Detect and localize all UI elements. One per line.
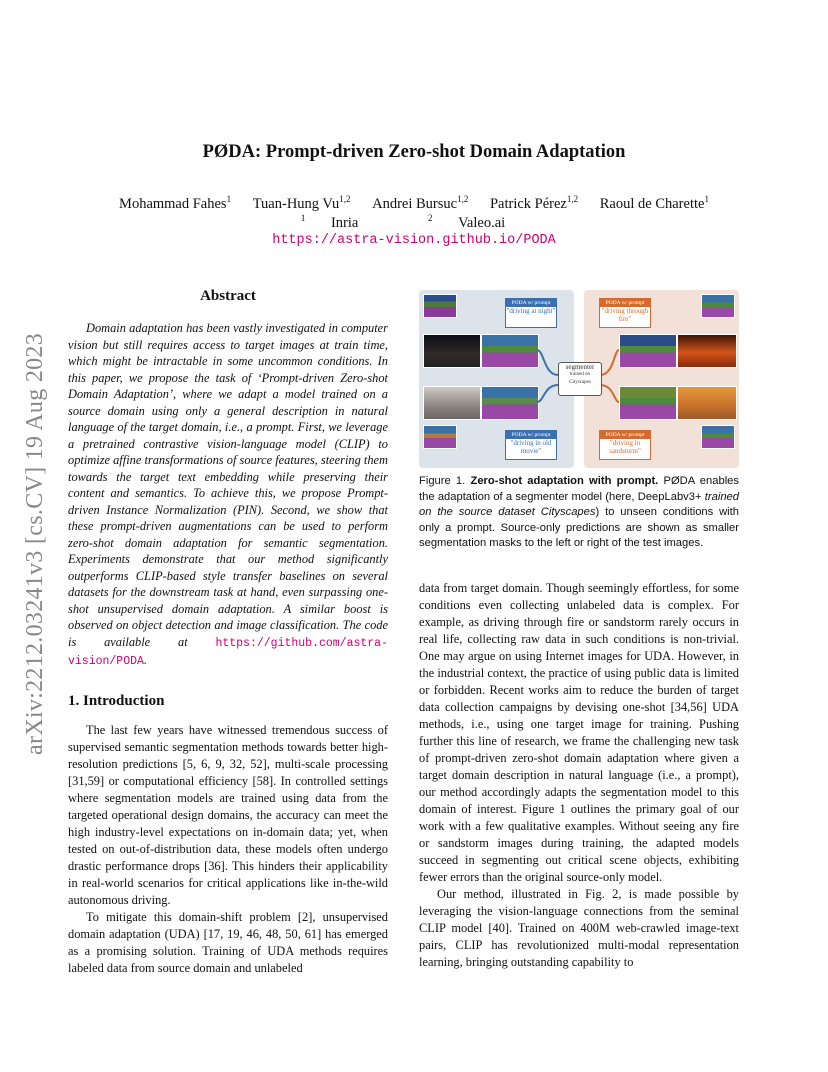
segmenter-box: segmenter trained on Cityscapes <box>558 362 602 396</box>
author: Patrick Pérez$^{1,2}$ <box>489 194 579 212</box>
paper-title: PØDA: Prompt-driven Zero-shot Domain Adaptation <box>202 142 626 162</box>
figure-caption: Figure 1. Zero-shot adaptation with prompt. PØDA enables the adaptation of a segmenter model (here, DeepLabv3+ trained on the source dataset Cityscapes) to unseen conditions with only a prompt. Source-only predictions are shown as smaller segmentation masks to the left or right of the test images. <box>419 475 740 549</box>
abstract-heading: Abstract <box>200 288 256 304</box>
intro-paragraph: To mitigate this domain-shift problem [2], unsupervised domain adaptation (UDA) [17, 19, 46, 48, 50, 61] has emerged as a promising solution. Training of UDA methods requires labeled data from source domain and unlabeled <box>68 910 388 975</box>
prompt-tag-sandstorm: PODA w/ prompt "driving in sandstorm" <box>599 430 651 460</box>
author: Tuan-Hung Vu$^{1,2}$ <box>252 194 351 212</box>
project-url-link[interactable]: https://astra-vision.github.io/PODA <box>272 233 556 248</box>
figure-1 <box>419 290 739 468</box>
intro-left-column <box>68 722 388 977</box>
intro-paragraph: data from target domain. Though seemingly effortless, for some conditions even collecting unlabeled data is complex. For example, as driving through fire or sandstorm rarely occurs in real life, collecting raw data in such conditions is non-trivial. One may argue on using Internet images for UDA. However, in the industrial context, the practice of using public data is limited or forbidden. Recent works aim to reduce the burden of target data collection campaigns by devising one-shot [34,56] UDA methods, i.e., using one target image for training. Pushing further this line of research, we frame the challenging new task of prompt-driven zero-shot domain adaptation where given a target domain description in natural language (i.e., a prompt), our method accordingly adapts the segmentation model to this domain of interest. Figure 1 outlines the primary goal of our work with a few qualitative examples. Without seeing any fire or sandstorm images during training, the adapted models succeed in segmenting out critical scene objects, exhibiting fewer errors than the original source-only model. <box>419 581 739 884</box>
prompt-tag-old-movie: PODA w/ prompt "driving in old movie" <box>505 430 557 460</box>
author-list <box>0 194 828 213</box>
prompt-tag-night: PODA w/ prompt "driving at night" <box>505 298 557 328</box>
affiliation: $^1$ Inria <box>300 213 359 231</box>
arxiv-stamp: arXiv:2212.03241v3 [cs.CV] 19 Aug 2023 <box>22 332 48 755</box>
code-url-link[interactable]: https://github.com/astra-vision/PODA <box>68 636 388 668</box>
author: Andrei Bursuc$^{1,2}$ <box>372 194 469 212</box>
section-heading-introduction: 1. Introduction <box>68 693 165 709</box>
prompt-tag-fire: PODA w/ prompt "driving through fire" <box>599 298 651 328</box>
author: Mohammad Fahes$^1$ <box>119 194 232 212</box>
abstract-body: Domain adaptation has been vastly investigated in computer vision but still requires access to target images at train time, which might be intractable in some uncommon conditions. In this paper, we propose the task of ‘Prompt-driven Zero-shot Domain Adaptation’, where we adapt a model trained on a source domain using only a general description in natural language of the target domain, i.e., a prompt. First, we leverage a pretrained contrastive vision-language model (CLIP) to optimize affine transformations of source features, steering them towards the target text embedding while preserving their content and semantics. To achieve this, we propose Prompt-driven Instance Normalization (PIN). Second, we show that these prompt-driven augmentations can be used to perform zero-shot domain adaptation for semantic segmentation. Experiments demonstrate that our method significantly outperforms CLIP-based style transfer baselines on several datasets for the downstream task at hand, even surpassing one-shot unsupervised domain adaptation. A similar boost is observed on object detection and image classification. The code is available at https://github.com/astra-vision/PODA. <box>68 321 388 668</box>
intro-paragraph: The last few years have witnessed tremendous success of supervised semantic segmentation methods towards better high-resolution predictions [5, 6, 9, 32, 52], multi-scale processing [31,59] or computational efficiency [58]. In controlled settings where segmentation models are trained using data from the targeted operational design domains, the accuracy can meet the high industry-level expectations on in-domain data; yet, when tested on out-of-distribution data, these models often undergo drastic performance drops [36]. This hinders their applicability in real-world scenarios for critical applications like in-the-wild autonomous driving. <box>68 723 388 907</box>
intro-right-column <box>419 580 739 971</box>
abstract-text: Domain adaptation has been vastly investigated in computer vision but still requires access to target images at train time, which might be intractable in some uncommon conditions. In this paper, we propose the task of ‘Prompt-driven Zero-shot Domain Adaptation’, where we adapt a model trained on a source domain using only a general description in natural language of the target domain, i.e., a prompt. First, we leverage a pretrained contrastive vision-language model (CLIP) to optimize affine transformations of source features, steering them towards the target text embedding while preserving their content and semantics. To achieve this, we propose Prompt-driven Instance Normalization (PIN). Second, we show that these prompt-driven augmentations can be used to perform zero-shot domain adaptation for semantic segmentation. Experiments demonstrate that our method significantly outperforms CLIP-based style transfer baselines on several datasets for the downstream task at hand, even surpassing one-shot unsupervised domain adaptation. A similar boost is observed on object detection and image classification. The code is available at <box>68 321 388 649</box>
affiliations <box>0 213 828 232</box>
affiliation: $^2$ Valeo.ai <box>427 213 506 231</box>
intro-paragraph: Our method, illustrated in Fig. 2, is made possible by leveraging the vision-language connections from the seminal CLIP model [40]. Trained on 400M web-crawled image-text pairs, CLIP has revolutionized multi-modal representation learning, bringing outstanding capability to <box>419 887 739 969</box>
author: Raoul de Charette$^1$ <box>599 194 709 212</box>
